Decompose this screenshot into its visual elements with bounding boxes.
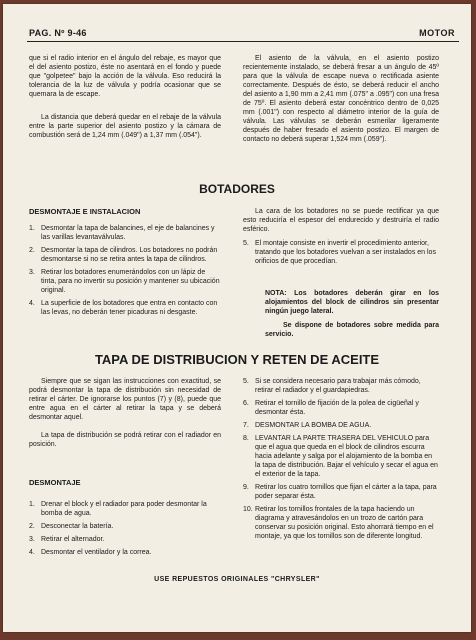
manual-page (3, 4, 471, 632)
step-text: Si se considera necesario para trabajar más cómodo, retirar el radiador y el guardapiedras. (255, 378, 421, 394)
step-text: Drenar el block y el radiador para poder desmontar la bomba de agua. (41, 501, 207, 517)
step-number: 2. (29, 247, 35, 254)
header-rule (27, 41, 459, 42)
list-item (29, 224, 221, 242)
step-text: La superficie de los botadores que entra en contacto con las levas, no deberán tener picaduras ni desgaste. (41, 300, 218, 316)
tapa-heading: TAPA DE DISTRIBUCION Y RETEN DE ACEITE (94, 352, 380, 367)
step-text: Retirar los tornillos frontales de la tapa haciendo un diagrama y atravesándolos en un trozo de cartón para conservar su posición original. Esto ahorrará tiempo en el montaje, ya que los tornillos son de diferente longitud. (255, 506, 434, 540)
botadores-subheading: DESMONTAJE E INSTALACION (29, 207, 141, 216)
intro-right-column (243, 54, 439, 153)
list-item (29, 522, 221, 531)
botadores-heading: BOTADORES (199, 182, 275, 196)
step-text: Desconectar la batería. (41, 523, 114, 530)
botadores-right-column (243, 207, 439, 270)
step-number: 3. (29, 536, 35, 543)
step-number: 4. (29, 549, 35, 556)
botadores-note (265, 289, 439, 339)
step-text: Desmontar el ventilador y la correa. (41, 549, 152, 556)
step-text: Retirar el tornillo de fijación de la polea de cigüeñal y desmontar ésta. (255, 400, 419, 416)
intro-left-paragraph-1: que si el radio interior en el ángulo del rebaje, es mayor que el del asiento postizo, éste no asentará en el fondo y puede que "golpetee" bajo la acción de la válvula. Eso reducirá la tolerancia de la luz de válvula y podría ocasionar que se quemara la de escape. (29, 55, 221, 98)
footer-note: USE REPUESTOS ORIGINALES "CHRYSLER" (154, 576, 320, 583)
step-number: 7. (243, 422, 249, 429)
tapa-left-paragraph-1: Siempre que se sigan las instrucciones con exactitud, se podrá desmontar la tapa de distribución sin necesidad de retirar el cárter. De ignorarse los puntos (7) y (8), puede que entre agua en el cárter al retirar la tapa y se deberá desmontar aquel. (29, 378, 221, 421)
step-text: Retirar el alternador. (41, 536, 105, 543)
step-text: Desmontar la tapa de balancines, el eje de balancines y las varillas levantaválvulas. (41, 225, 215, 241)
step-text: Desmontar la tapa de cilindros. Los botadores no podrán desmontarse si no se retira antes la tapa de cilindros. (41, 247, 218, 263)
section-title: MOTOR (419, 28, 455, 38)
list-item (243, 421, 439, 430)
tapa-steps-left (29, 500, 221, 561)
list-item (29, 246, 221, 264)
tapa-left-column (29, 377, 221, 458)
step-text: Retirar los botadores enumerándolos con un lápiz de tinta, para no invertir su posición y mantener su ubicación original. (41, 269, 220, 294)
list-item (29, 535, 221, 544)
botadores-right-intro: La cara de los botadores no se puede rectificar ya que esto reduciría el espesor del endurecido y destruiría el radio esférico. (243, 208, 439, 233)
list-item (29, 548, 221, 557)
step-number: 10. (243, 506, 253, 513)
step-number: 5. (243, 378, 249, 385)
list-item (29, 299, 221, 317)
list-item (29, 268, 221, 295)
step-number: 1. (29, 501, 35, 508)
list-item (29, 500, 221, 518)
step-number: 6. (243, 400, 249, 407)
list-item (243, 483, 439, 501)
intro-left-paragraph-2: La distancia que deberá quedar en el rebaje de la válvula entre la parte superior del asiento postizo y la cámara de combustión será de 1,24 mm (.049") a 1,37 mm (.054"). (29, 114, 221, 139)
step-text: El montaje consiste en invertir el procedimiento anterior, tratando que los botadores vuelvan a ser instalados en los orificios de que procedían. (255, 240, 436, 265)
step-number: 4. (29, 300, 35, 307)
tapa-left-paragraph-2: La tapa de distribución se podrá retirar con el radiador en posición. (29, 432, 221, 448)
step-number: 2. (29, 523, 35, 530)
tapa-steps-right (243, 377, 439, 545)
intro-right-paragraph-1: El asiento de la válvula, en el asiento postizo recientemente instalado, se deberá fresar a un ángulo de 45º para que la válvula de escape nueva o rectificada asiente correctamente. Después de ésto, se deberá reducir el ancho del asiento a 1,90 mm a 2,41 mm (.075" a .095") con una fresa de 75º. El asiento deberá estar concéntrico dentro de 0,025 mm (.001") con respecto al diámetro interior de la guía de válvula. Las válvulas se deberán esmerilar ligeramente después de haber fresado el asiento postizo. El margen de contacto no deberá superar 1,524 mm (.059"). (243, 55, 439, 143)
step-number: 3. (29, 269, 35, 276)
list-item (243, 434, 439, 479)
botadores-steps-left (29, 224, 221, 321)
botadores-note-2: Se dispone de botadores sobre medida para servicio. (265, 322, 439, 338)
botadores-note-text: NOTA: Los botadores deberán girar en los alojamientos del block de cilindros sin presentar ningún juego lateral. (265, 290, 439, 315)
list-item (243, 399, 439, 417)
step-number: 5. (243, 240, 249, 247)
step-text: LEVANTAR LA PARTE TRASERA DEL VEHICULO para que el agua que queda en el block de cilindros escurra hacia adelante y salga por el alojamiento de la bomba en la tapa de distribución. Bajar el vehículo y secar el agua en el exterior de la tapa. (255, 435, 438, 478)
tapa-subheading: DESMONTAJE (29, 478, 81, 487)
step-number: 1. (29, 225, 35, 232)
step-number: 8. (243, 435, 249, 442)
list-item (243, 377, 439, 395)
list-item (243, 239, 439, 266)
list-item (243, 505, 439, 541)
step-text: Retirar los cuatro tornillos que fijan el cárter a la tapa, para poder separar ésta. (255, 484, 437, 500)
step-number: 9. (243, 484, 249, 491)
page-number: PAG. Nº 9-46 (29, 28, 87, 38)
step-text: DESMONTAR LA BOMBA DE AGUA. (255, 422, 372, 429)
intro-left-column (29, 54, 221, 149)
